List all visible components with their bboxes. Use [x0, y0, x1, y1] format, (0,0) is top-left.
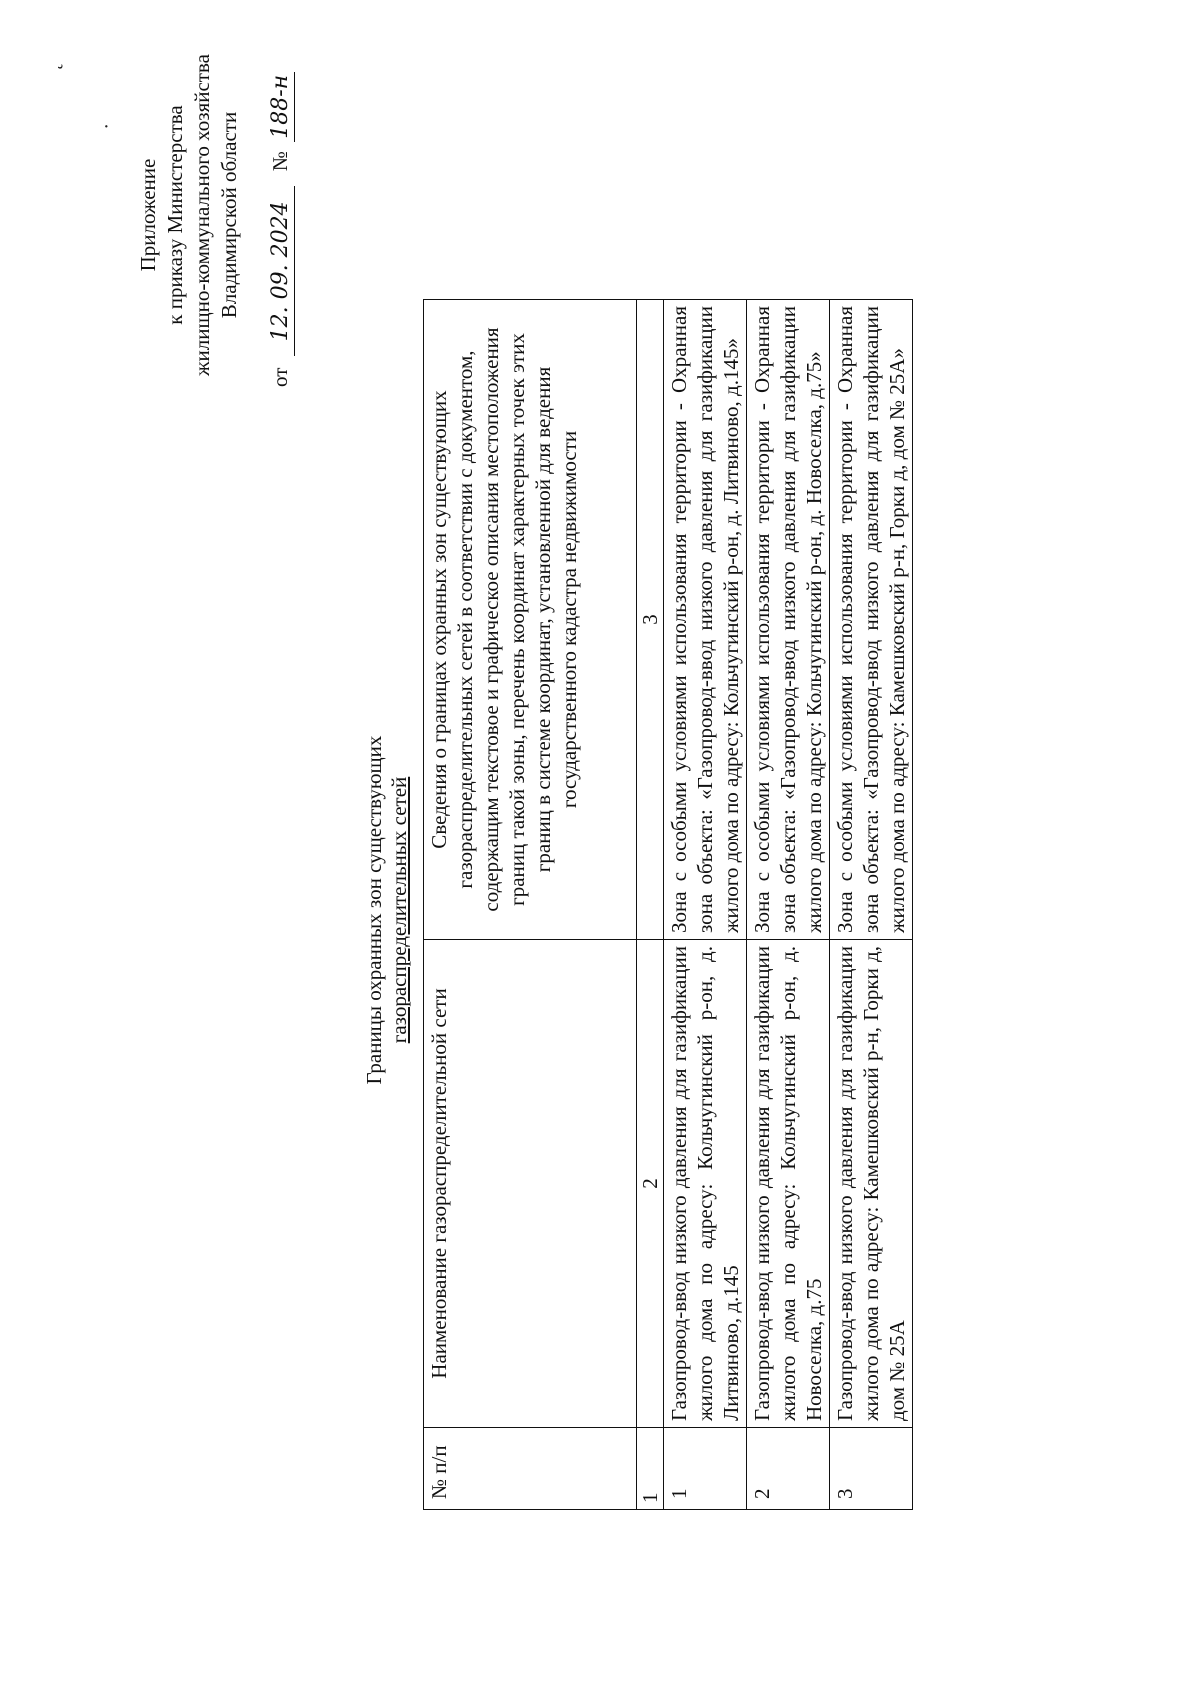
appendix-line: к приказу Министерства — [163, 105, 187, 325]
header-number: № п/п — [424, 1428, 637, 1510]
row-number: 3 — [830, 1428, 913, 1510]
zone-description: Зона с особыми условиями использования территории - Охранная зона объекта: «Газопровод-ввод низкого давления для газификации жилого дома по адресу: Кольчугинский р-он, д. Новоселка, д.75» — [747, 300, 830, 940]
table-row — [830, 300, 913, 1510]
network-name: Газопровод-ввод низкого давления для газификации жилого дома по адресу: Камешковский р-н, Горки д, дом № 25А — [830, 940, 913, 1428]
zone-description: Зона с особыми условиями использования территории - Охранная зона объекта: «Газопровод-ввод низкого давления для газификации жилого дома по адресу: Камешковский р-н, Горки д, дом № 25А» — [830, 300, 913, 940]
column-number: 3 — [637, 300, 664, 940]
row-number: 1 — [664, 1428, 747, 1510]
handwritten-order-number: 188-н — [267, 72, 295, 142]
title-line-2: газораспределительных сетей — [387, 776, 411, 1044]
scan-speck: ˙ — [100, 122, 125, 130]
table-row — [664, 300, 747, 1510]
protection-zones-table — [423, 299, 913, 1510]
row-number: 2 — [747, 1428, 830, 1510]
handwritten-date: 12. 09. 2024 — [267, 186, 295, 356]
table-header-row — [424, 300, 637, 1510]
date-prefix: от — [268, 367, 292, 387]
number-label: № — [268, 151, 292, 172]
column-number-row — [637, 300, 664, 1510]
column-number: 2 — [637, 940, 664, 1428]
appendix-line: Владимирской области — [217, 111, 241, 319]
document-title — [362, 445, 412, 1375]
title-line-1: Границы охранных зон существующих — [362, 735, 386, 1085]
column-number: 1 — [637, 1428, 664, 1510]
header-zone-info: Сведения о границах охранных зон существующих газораспределительных сетей в соответствии с документом, содержащим текстовое и графическое описания местоположения границ такой зоны, перечень координат характерных точек этих границ в системе координат, установленной для ведения государственного кадастра недвижимости — [424, 300, 637, 940]
appendix-line: жилищно-коммунального хозяйства — [190, 54, 214, 376]
network-name: Газопровод-ввод низкого давления для газификации жилого дома по адресу: Кольчугинский р-он, д. Новоселка, д.75 — [747, 940, 830, 1428]
table-row — [747, 300, 830, 1510]
zone-description: Зона с особыми условиями использования территории - Охранная зона объекта: «Газопровод-ввод низкого давления для газификации жилого дома по адресу: Кольчугинский р-он, д. Литвиново, д.145» — [664, 300, 747, 940]
appendix-line: Приложение — [136, 158, 160, 272]
scan-speck: ˛ — [38, 62, 63, 70]
header-network-name: Наименование газораспределительной сети — [424, 940, 637, 1428]
order-date-line — [267, 35, 295, 395]
appendix-block — [135, 35, 295, 395]
network-name: Газопровод-ввод низкого давления для газификации жилого дома по адресу: Кольчугинский р-он, д. Литвиново, д.145 — [664, 940, 747, 1428]
